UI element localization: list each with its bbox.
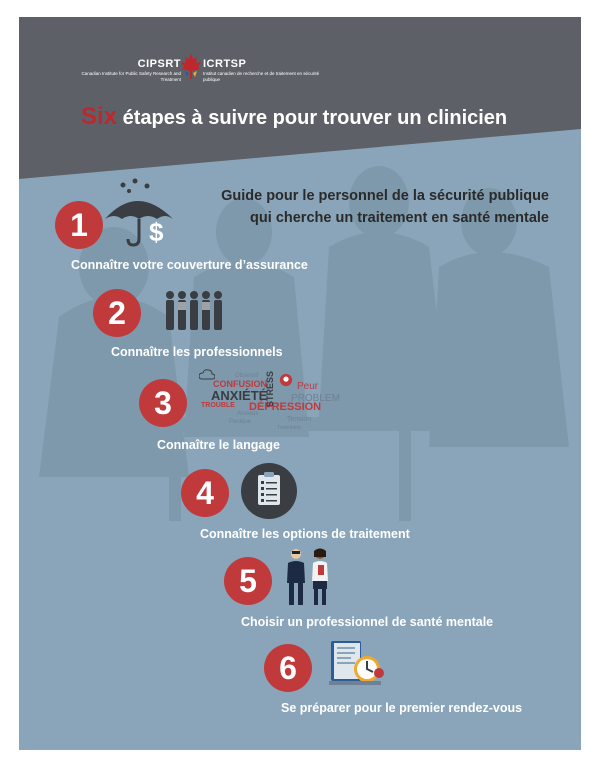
cloud-icon (199, 369, 215, 381)
step-6-number: 6 (264, 644, 312, 692)
title-rest: étapes à suivre pour trouver un clinicien (117, 107, 508, 129)
step-3-label: Connaître le langage (157, 438, 280, 452)
icrtsp-name: Institut canadien de recherche et de traitement en sécurité publique (203, 71, 320, 82)
guide-line-1: Guide pour le personnel de la sécurité publique (221, 188, 549, 204)
guide-line-2: qui cherche un traitement en santé mentale (250, 210, 549, 226)
word-trouble: TROUBLE (201, 402, 235, 409)
clipboard-checklist-icon (241, 463, 297, 519)
word-confusion: CONFUSION (213, 379, 267, 389)
step-3-number: 3 (139, 379, 187, 427)
documents-clock-icon (327, 639, 387, 689)
word-anxieux: Anxieux (237, 411, 259, 417)
cipsrt-name: Canadian Institute for Public Safety Research and Treatment (81, 71, 181, 82)
professionals-pair-icon (283, 547, 333, 607)
step-4-label: Connaître les options de traitement (200, 527, 410, 541)
step-6-label: Se préparer pour le premier rendez-vous (281, 701, 523, 715)
head-brain-icon (279, 373, 293, 387)
word-stress: STRESS (265, 371, 275, 408)
title-accent: Six (81, 103, 118, 130)
step-1-label: Connaître votre couverture d’assurance (71, 258, 308, 272)
cipsrt-abbr: CIPSRT (137, 58, 181, 70)
word-panique: Panique (229, 419, 252, 425)
professionals-group-icon (163, 289, 227, 333)
header-band (19, 17, 581, 182)
word-tension: Tension (287, 416, 312, 423)
word-depression: DÉPRESSION (249, 401, 322, 413)
icrtsp-logo (203, 58, 323, 82)
step-5-number: 5 (224, 557, 272, 605)
word-anxiete: ANXIÉTÉ (211, 388, 268, 403)
cipsrt-logo (61, 58, 181, 82)
word-probleme: PROBLEM (291, 393, 340, 404)
word-peur: Peur (297, 381, 319, 392)
step-1-number: 1 (55, 201, 103, 249)
step-4-number: 4 (181, 469, 229, 517)
step-2-number: 2 (93, 289, 141, 337)
word-cloud (199, 369, 349, 437)
page-title (81, 103, 561, 131)
infographic-page (19, 17, 581, 750)
step-5-label: Choisir un professionnel de santé mentale (241, 615, 494, 629)
icrtsp-abbr: ICRTSP (203, 58, 247, 70)
guide-subtitle (169, 185, 549, 229)
word-obsessif: Obsessif (235, 373, 259, 379)
step-2-label: Connaître les professionnels (111, 345, 283, 359)
maple-leaf-icon (179, 51, 203, 81)
umbrella-icon (101, 177, 181, 247)
word-traitement: Traitement (277, 425, 301, 431)
dollar-icon: $ (149, 217, 164, 247)
